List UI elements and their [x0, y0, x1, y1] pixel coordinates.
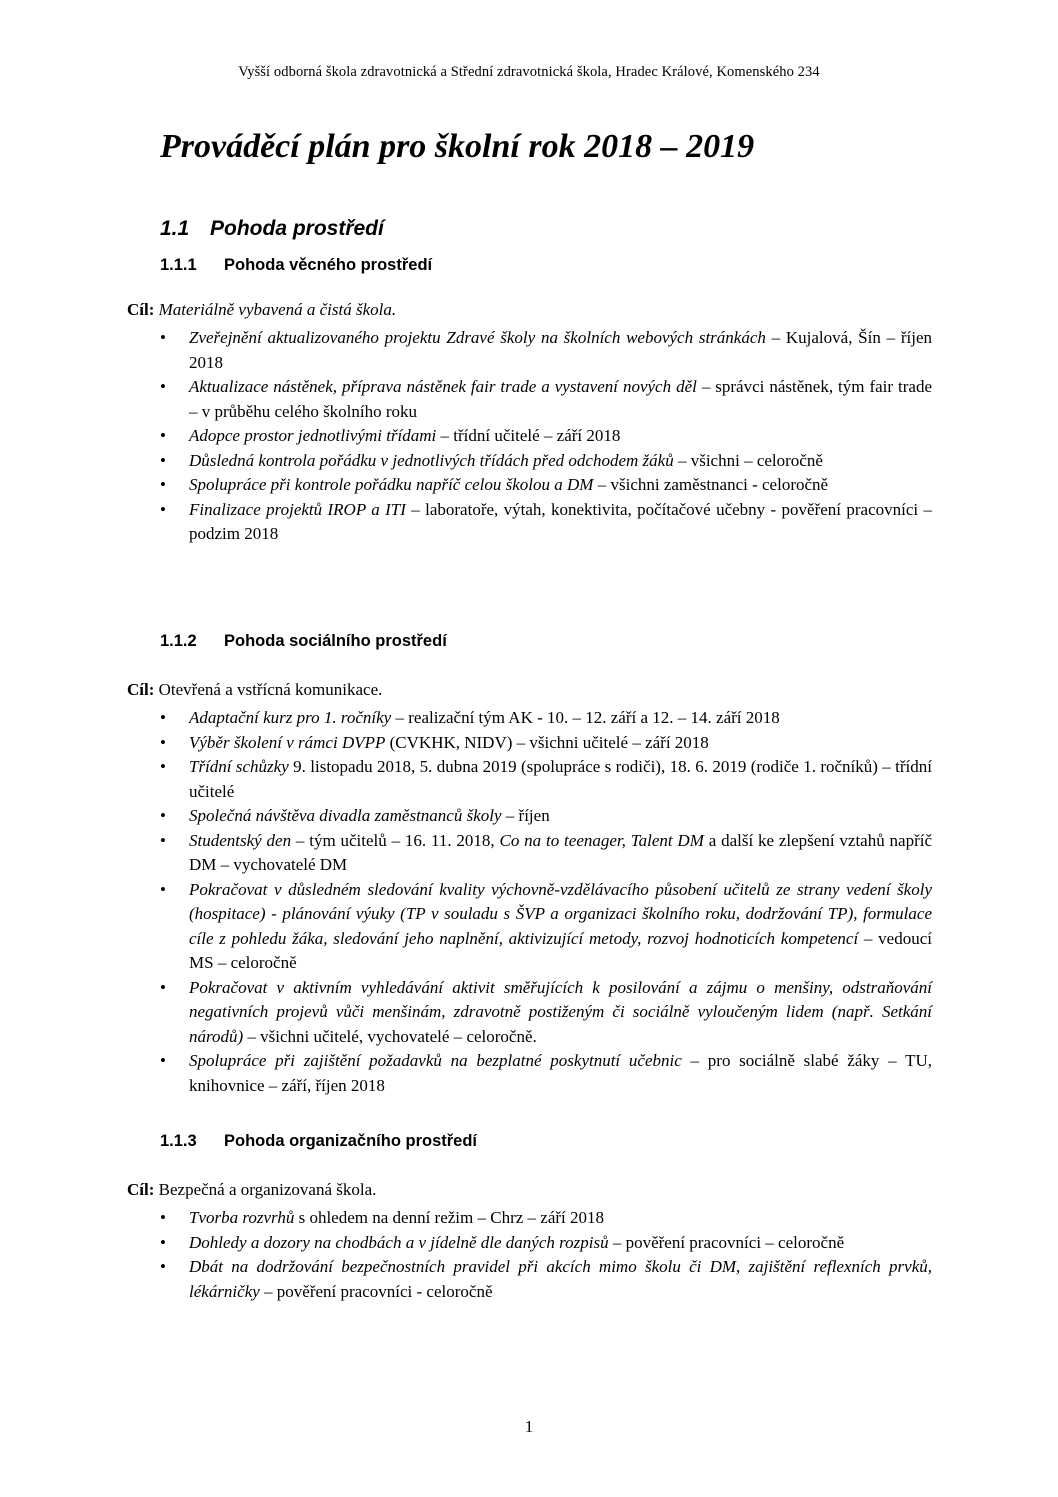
list-item: • Aktualizace nástěnek, příprava nástěnek fair trade a vystavení nových děl – správci nástěnek, tým fair trade – v průběhu celého školního roku: [160, 375, 932, 424]
list-item: • Pokračovat v důsledném sledování kvality výchovně-vzdělávacího působení učitelů ze strany vedení školy (hospitace) - plánování výuky (TP v souladu s ŠVP a organizaci školního roku, dodržování TP), formulace cíle z pohledu žáka, sledování jeho naplnění, aktivizující metody, rozvoj hodnoticích kompetencí – vedoucí MS – celoročně: [160, 878, 932, 976]
list-item: • Výběr školení v rámci DVPP (CVKHK, NIDV) – všichni učitelé – září 2018: [160, 731, 932, 756]
page-header: Vyšší odborná škola zdravotnická a Střední zdravotnická škola, Hradec Králové, Komenského 234: [238, 64, 820, 80]
list-item: • Zveřejnění aktualizovaného projektu Zdravé školy na školních webových stránkách – Kujalová, Šín – říjen 2018: [160, 326, 932, 375]
list-item: • Spolupráce při zajištění požadavků na bezplatné poskytnutí učebnic – pro sociálně slabé žáky – TU, knihovnice – září, říjen 2018: [160, 1049, 932, 1098]
list-item: • Finalizace projektů IROP a ITI – laboratoře, výtah, konektivita, počítačové učebny - pověření pracovníci – podzim 2018: [160, 498, 932, 547]
list-item: • Důsledná kontrola pořádku v jednotlivých třídách před odchodem žáků – všichni – celoročně: [160, 449, 932, 474]
goal-text: Materiálně vybavená a čistá škola.: [158, 300, 397, 319]
goal-label: Cíl:: [127, 1180, 155, 1199]
goal-label: Cíl:: [127, 300, 155, 319]
list-item: • Dbát na dodržování bezpečnostních pravidel při akcích mimo školu či DM, zajištění reflexních prvků, lékárničky – pověření pracovníci - celoročně: [160, 1255, 932, 1304]
list-item: • Adopce prostor jednotlivými třídami – třídní učitelé – září 2018: [160, 424, 932, 449]
list-item: • Třídní schůzky 9. listopadu 2018, 5. dubna 2019 (spolupráce s rodiči), 18. 6. 2019 (rodiče 1. ročníků) – třídní učitelé: [160, 755, 932, 804]
bullet-list-3: [160, 1206, 932, 1304]
bullet-list-1: [160, 326, 932, 547]
subsection-heading-1: [160, 256, 432, 275]
list-item: • Adaptační kurz pro 1. ročníky – realizační tým AK - 10. – 12. září a 12. – 14. září 2018: [160, 706, 932, 731]
goal-line-2: [127, 680, 382, 700]
section-number: 1.1: [160, 217, 190, 240]
subsection-title: Pohoda sociálního prostředí: [224, 632, 447, 650]
list-item: • Pokračovat v aktivním vyhledávání aktivit směřujících k posilování a zájmu o menšiny, odstraňování negativních projevů vůči menšinám, zdravotně postiženým či sociálně vyloučeným lidem (např. Setkání národů) – všichni učitelé, vychovatelé – celoročně.: [160, 976, 932, 1050]
bullet-list-2: [160, 706, 932, 1098]
subsection-title: Pohoda věcného prostředí: [224, 256, 433, 274]
subsection-number: 1.1.1: [160, 256, 197, 274]
goal-text: Otevřená a vstřícná komunikace.: [158, 680, 383, 699]
goal-line-1: [127, 300, 396, 320]
goal-line-3: [127, 1180, 376, 1200]
goal-text: Bezpečná a organizovaná škola.: [158, 1180, 377, 1199]
subsection-heading-2: [160, 632, 447, 651]
page-number: 1: [524, 1417, 534, 1436]
subsection-number: 1.1.2: [160, 632, 197, 650]
list-item: • Dohledy a dozory na chodbách a v jídelně dle daných rozpisů – pověření pracovníci – celoročně: [160, 1231, 932, 1256]
list-item: • Tvorba rozvrhů s ohledem na denní režim – Chrz – září 2018: [160, 1206, 932, 1231]
subsection-title: Pohoda organizačního prostředí: [224, 1132, 478, 1150]
section-heading: [160, 217, 384, 241]
document-title: Prováděcí plán pro školní rok 2018 – 2019: [160, 128, 755, 165]
goal-label: Cíl:: [127, 680, 155, 699]
subsection-heading-3: [160, 1132, 477, 1151]
subsection-number: 1.1.3: [160, 1132, 197, 1150]
section-title: Pohoda prostředí: [210, 217, 384, 240]
list-item: • Společná návštěva divadla zaměstnanců školy – říjen: [160, 804, 932, 829]
list-item: • Studentský den – tým učitelů – 16. 11. 2018, Co na to teenager, Talent DM a další ke zlepšení vztahů napříč DM – vychovatelé DM: [160, 829, 932, 878]
list-item: • Spolupráce při kontrole pořádku napříč celou školou a DM – všichni zaměstnanci - celoročně: [160, 473, 932, 498]
